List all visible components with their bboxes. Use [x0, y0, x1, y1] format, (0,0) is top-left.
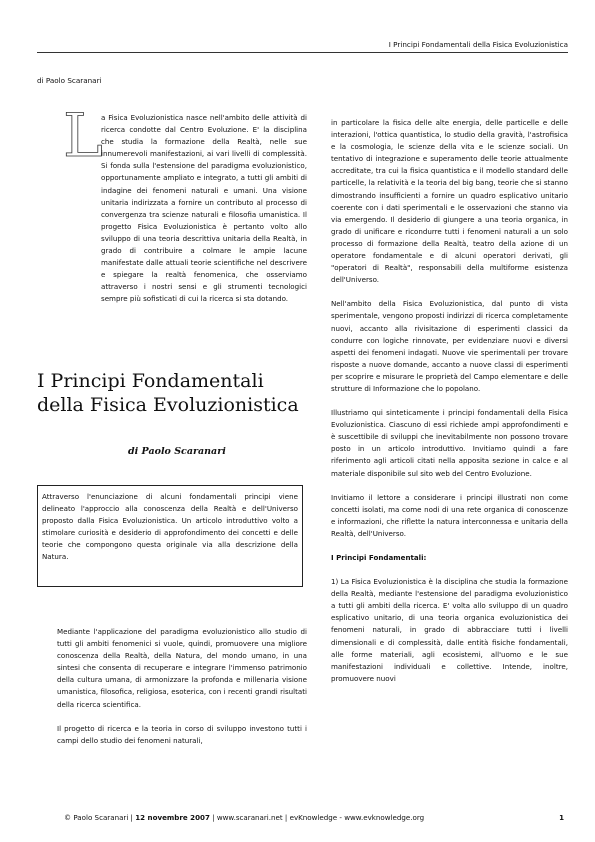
- header-rule: [37, 52, 568, 53]
- intro-text: a Fisica Evoluzionistica nasce nell'ambito delle attività di ricerca condotte dal Centro Evoluzione. E' la disciplina che studia la formazione della Realtà, nelle sue innumerevoli manifestazioni, ai vari livelli di complessità. Si fonda sulla l'estensione del paradigma evoluzionistico, opportunamente ampliato e integrato, a tutti gli ambiti di indagine dei fenomeni naturali e umani. Una visione unitaria indirizzata a fornire un contributo al processo di convergenza tra scienze naturali e filosofia umanistica. Il progetto Fisica Evoluzionistica è pertanto volto allo sviluppo di una teoria descrittiva unitaria della Realtà, in grado di contribuire a colmare le ampie lacune manifestate dalle attuali teorie scientifiche nel descrivere e spiegare la realtà fenomenica, che osserviamo attraverso i nostri sensi e gli strumenti tecnologici sempre più sofisticati di cui la ricerca si sta dotando.: [101, 113, 307, 304]
- body-paragraph: Nell'ambito della Fisica Evoluzionistica, dal punto di vista sperimentale, vengono proposti indirizzi di ricerca completamente nuovi, accanto alla rivisitazione di esperimenti classici da condurre con logiche rinnovate, per evidenziare nuovi e diversi aspetti dei fenomeni indagati. Nuove vie sperimentali per trovare risposte a nuove domande, accanto a nuove classi di esperimenti per scoprire e misurare le proprietà del Campo elementare e delle strutture di Informazione che lo popolano.: [331, 299, 568, 393]
- footer-copyright: © Paolo Scaranari |: [64, 813, 133, 822]
- svg-text:L: L: [63, 101, 103, 171]
- body-paragraph: 1) La Fisica Evoluzionistica è la disciplina che studia la formazione della Realtà, mediante l'estensione del paradigma evoluzionistico a tutti gli ambiti della ricerca. E' volta allo sviluppo di un quadro esplicativo unitario, di una teoria organica evoluzionistica dei fenomeni naturali, in grado di abbracciare tutti i livelli dimensionali e di complessità, dalle entità fisiche fondamentali, alle forme materiali, agli ecosistemi, all'uomo e le sue manifestazioni individuali e collettive. Intende, inoltre, promuovere nuovi: [331, 577, 568, 683]
- right-column: [331, 117, 568, 697]
- footer: [64, 813, 564, 822]
- body-paragraph: Invitiamo il lettore a considerare i principi illustrati non come concetti isolati, ma come nodi di una rete organica di conoscenze e informazioni, che riflette la natura interconnessa e unitaria della Realtà, dell'Universo.: [331, 492, 568, 538]
- section-heading: I Principi Fondamentali:: [331, 553, 427, 562]
- abstract-box: Attraverso l'enunciazione di alcuni fondamentali principi viene delineato l'approccio alla conoscenza della Realtà e dell'Universo proposto dalla Fisica Evoluzionistica. Un articolo introduttivo volto a stimolare curiosità e desiderio di approfondimento dei concetti e delle teorie che compongono questa originale via alla descrizione della Natura.: [37, 485, 303, 587]
- body-paragraph: Il progetto di ricerca e la teoria in corso di sviluppo investono tutti i campi dello studio dei fenomeni naturali,: [57, 723, 307, 745]
- body-paragraph: in particolare la fisica delle alte energia, delle particelle e delle interazioni, l'ottica quantistica, lo studio della gravità, l'astrofisica e la cosmologia, le scienze della vita e le scienze sociali. Un tentativo di integrazione e superamento delle teorie attualmente accreditate, tra cui la fisica quantistica e il modello standard delle particelle, la relatività e la teoria del big bang, teorie che si stanno dimostrando insufficienti a fornire un quadro esplicativo unitario coerente con i dati sperimentali e le osservazioni che stanno via via emergendo. Il desiderio di giungere a una teoria organica, in grado di unificare e ricondurre tutti i fenomeni naturali a un solo processo di formazione della Realtà, teatro della azione di un operatore fondamentale e di alcuni operatori derivati, gli "operatori di Realtà", responsabili della multiforme esistenza dell'Universo.: [331, 118, 568, 285]
- footer-links: | www.scaranari.net | evKnowledge - www.evknowledge.org: [212, 813, 425, 822]
- article-title: I Principi Fondamentali della Fisica Evoluzionistica: [37, 370, 299, 416]
- header-byline: di Paolo Scaranari: [37, 76, 102, 85]
- footer-date: 12 novembre 2007: [135, 813, 210, 822]
- running-title: I Principi Fondamentali della Fisica Evoluzionistica: [388, 40, 568, 49]
- page-number: 1: [559, 813, 564, 822]
- body-paragraph: Mediante l'applicazione del paradigma evoluzionistico allo studio di tutti gli ambiti fenomenici si vuole, quindi, promuovere una migliore conoscenza della Realtà, della Natura, del mondo umano, in una sintesi che consenta di recuperare e integrare l'immenso patrimonio della cultura umana, di armonizzare la profonda e millenaria visione umanistica, filosofica, religiosa, esoterica, con i recenti grandi risultati della ricerca scientifica.: [57, 627, 307, 709]
- article-author: di Paolo Scaranari: [128, 446, 226, 457]
- intro-paragraph: [71, 112, 307, 318]
- body-paragraph: Illustriamo qui sinteticamente i principi fondamentali della Fisica Evoluzionistica. Ciascuno di essi richiede ampi approfondimenti e è suscettibile di sviluppi che inevitabilmente non possono trovare posto in un articolo introduttivo. Invitiamo quindi a fare riferimento agli articoli citati nella apposita sezione in calce e al materiale disponibile sul sito web del Centro Evoluzione.: [331, 408, 568, 478]
- left-body-column: [57, 626, 307, 759]
